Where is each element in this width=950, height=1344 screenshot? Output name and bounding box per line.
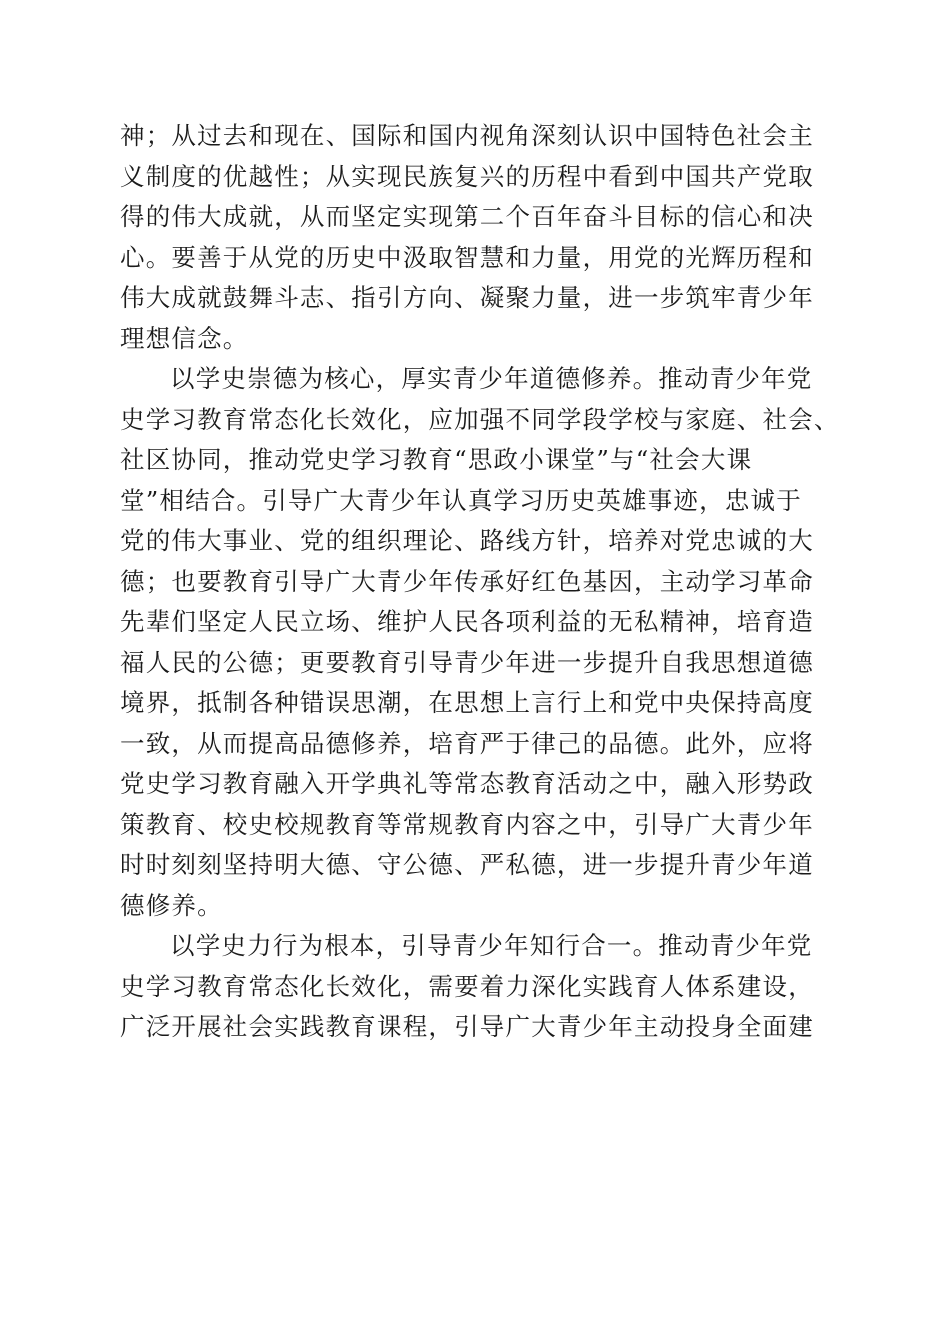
- text-line: 党的伟大事业、党的组织理论、路线方针，培养对党忠诚的大: [120, 526, 814, 555]
- text-line: 心。要善于从党的历史中汲取智慧和力量，用党的光辉历程和: [120, 242, 814, 272]
- text-line: 广泛开展社会实践教育课程，引导广大青少年主动投身全面建: [120, 1012, 814, 1041]
- text-line: 德；也要教育引导广大青少年传承好红色基因，主动学习革命: [120, 566, 814, 596]
- text-line: 策教育、校史校规教育等常规教育内容之中，引导广大青少年: [120, 809, 814, 839]
- text-line: 德修养。: [120, 890, 223, 920]
- text-line: 史学习教育常态化长效化，应加强不同学段学校与家庭、社会、: [120, 404, 840, 434]
- text-line: 境界，抵制各种错误思潮，在思想上言行上和党中央保持高度: [120, 688, 814, 717]
- text-line: 神；从过去和现在、国际和国内视角深刻认识中国特色社会主: [120, 121, 814, 150]
- text-line: 义制度的优越性；从实现民族复兴的历程中看到中国共产党取: [120, 161, 814, 191]
- text-line: 堂”相结合。引导广大青少年认真学习历史英雄事迹，忠诚于: [120, 485, 802, 515]
- paragraph-start-line: 以学史力行为根本，引导青少年知行合一。推动青少年党: [170, 931, 813, 960]
- text-line: 伟大成就鼓舞斗志、指引方向、凝聚力量，进一步筑牢青少年: [120, 283, 814, 312]
- text-line: 一致，从而提高品德修养，培育严于律己的品德。此外，应将: [120, 728, 814, 758]
- text-line: 党史学习教育融入开学典礼等常态教育活动之中，融入形势政: [120, 769, 814, 798]
- text-line: 史学习教育常态化长效化，需要着力深化实践育人体系建设，: [120, 971, 814, 1001]
- text-line: 时时刻刻坚持明大德、守公德、严私德，进一步提升青少年道: [120, 850, 814, 879]
- text-line: 社区协同，推动党史学习教育“思政小课堂”与“社会大课: [120, 445, 753, 474]
- text-line: 理想信念。: [120, 323, 249, 353]
- body-text: [120, 116, 840, 1048]
- paragraph-start-line: 以学史崇德为核心，厚实青少年道德修养。推动青少年党: [170, 364, 813, 393]
- text-line: 福人民的公德；更要教育引导青少年进一步提升自我思想道德: [120, 647, 814, 677]
- text-line: 得的伟大成就，从而坚定实现第二个百年奋斗目标的信心和决: [120, 202, 814, 231]
- text-line: 先辈们坚定人民立场、维护人民各项利益的无私精神，培育造: [120, 607, 814, 636]
